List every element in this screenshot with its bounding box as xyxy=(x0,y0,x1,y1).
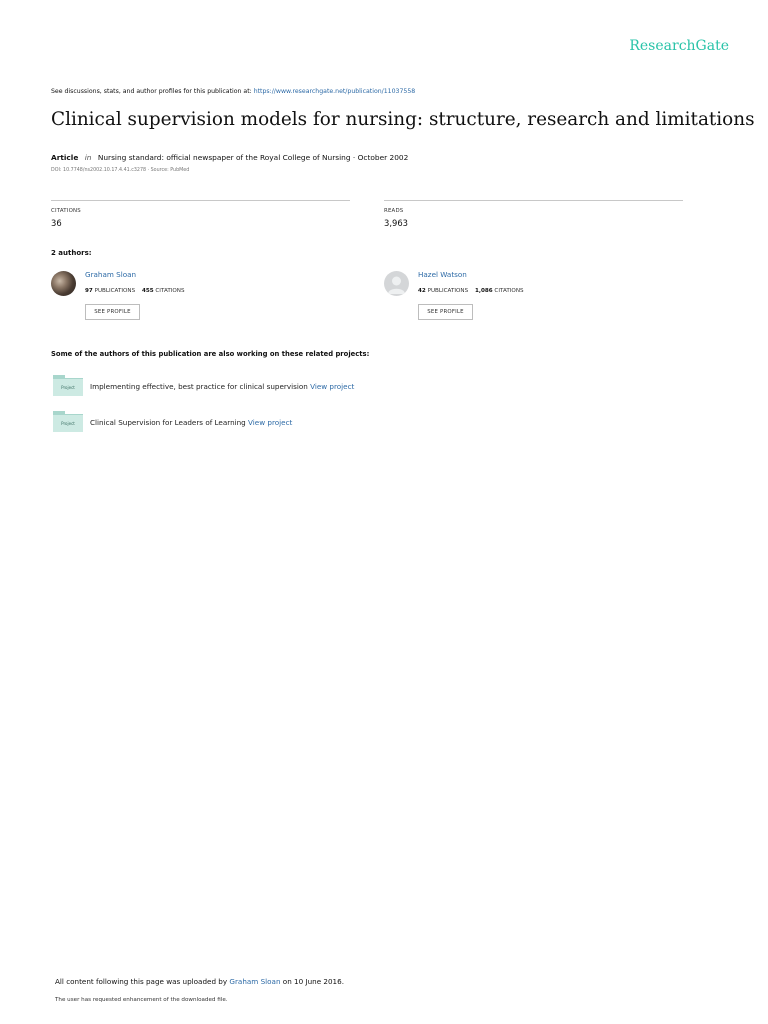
publications-label: PUBLICATIONS xyxy=(427,288,469,294)
citations-count: 455 xyxy=(141,288,154,294)
project-icon-label: Project xyxy=(53,378,83,396)
publication-url-link[interactable]: https://www.researchgate.net/publication/11037558 xyxy=(253,88,416,95)
default-user-icon xyxy=(384,271,409,296)
project-item xyxy=(51,410,451,434)
authors-heading: 2 authors: xyxy=(51,249,92,257)
citations-stat xyxy=(51,200,350,228)
citations-count: 1,086 xyxy=(474,288,493,294)
author-card xyxy=(384,270,684,322)
upload-suffix: on 10 June 2016. xyxy=(282,977,344,986)
author-stats xyxy=(418,288,524,294)
publications-label: PUBLICATIONS xyxy=(94,288,136,294)
projects-heading: Some of the authors of this publication are also working on these related projects: xyxy=(51,350,370,358)
author-stats xyxy=(85,288,185,294)
researchgate-logo[interactable]: ResearchGate xyxy=(629,38,729,54)
author-name-link[interactable]: Graham Sloan xyxy=(85,270,137,279)
see-profile-button[interactable]: SEE PROFILE xyxy=(85,304,140,320)
author-name-link[interactable]: Hazel Watson xyxy=(418,270,467,279)
avatar[interactable] xyxy=(384,271,409,296)
project-description xyxy=(90,418,292,427)
discussion-line xyxy=(51,88,415,95)
upload-prefix: All content following this page was uploaded by xyxy=(55,977,228,986)
in-label: in xyxy=(84,153,92,162)
project-title: Clinical Supervision for Leaders of Learning xyxy=(90,418,246,427)
page-title: Clinical supervision models for nursing: structure, research and limitations xyxy=(51,109,755,130)
citations-label: CITATIONS xyxy=(494,288,524,294)
publications-count: 42 xyxy=(418,288,426,294)
article-kind: Article xyxy=(51,153,79,162)
project-folder-icon xyxy=(53,375,83,396)
avatar[interactable] xyxy=(51,271,76,296)
enhancement-note: The user has requested enhancement of the downloaded file. xyxy=(55,997,228,1003)
article-meta xyxy=(51,153,408,162)
reads-value: 3,963 xyxy=(384,218,408,228)
see-profile-button[interactable]: SEE PROFILE xyxy=(418,304,473,320)
view-project-link[interactable]: View project xyxy=(310,382,355,391)
reads-label: READS xyxy=(384,208,404,214)
reads-stat xyxy=(384,200,683,228)
project-item xyxy=(51,374,451,398)
project-title: Implementing effective, best practice for clinical supervision xyxy=(90,382,308,391)
citations-label: CITATIONS xyxy=(51,208,81,214)
citations-value: 36 xyxy=(51,218,62,228)
citations-label: CITATIONS xyxy=(155,288,185,294)
upload-notice xyxy=(55,977,344,986)
discussion-text: See discussions, stats, and author profiles for this publication at: xyxy=(51,88,252,95)
doi-line: DOI: 10.7748/ns2002.10.17.4.41.c3278 · Source: PubMed xyxy=(51,168,190,173)
author-card xyxy=(51,270,351,322)
project-description xyxy=(90,382,354,391)
venue: Nursing standard: official newspaper of the Royal College of Nursing · October 2002 xyxy=(97,153,409,162)
publications-count: 97 xyxy=(85,288,93,294)
project-folder-icon xyxy=(53,411,83,432)
view-project-link[interactable]: View project xyxy=(248,418,293,427)
uploader-link[interactable]: Graham Sloan xyxy=(229,977,281,986)
project-icon-label: Project xyxy=(53,414,83,432)
